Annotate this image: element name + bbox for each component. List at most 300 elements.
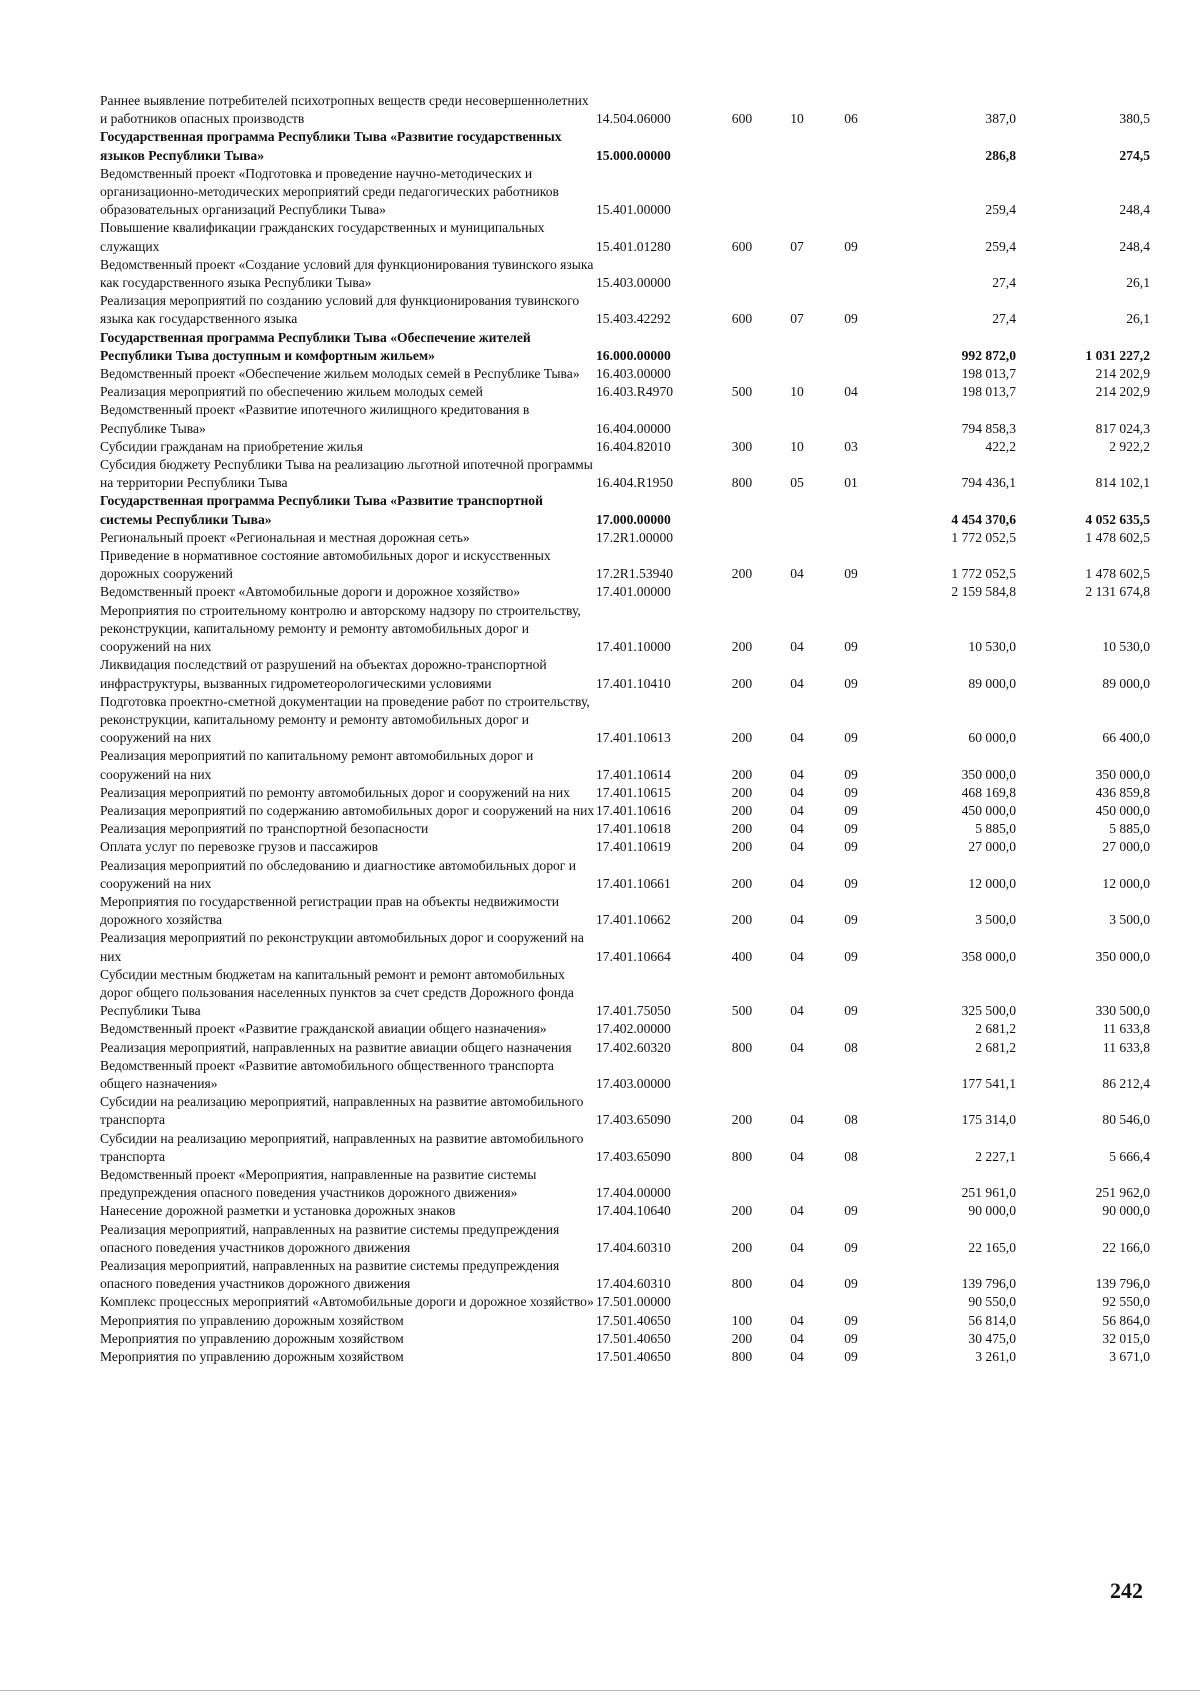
row-amount-year2: 27 000,0 — [1102, 839, 1150, 855]
row-code: 17.2R1.00000 — [596, 529, 674, 545]
row-subsection: 09 — [844, 1003, 858, 1019]
row-amount-year2: 26,1 — [1126, 275, 1150, 291]
row-subsection: 09 — [844, 639, 858, 655]
row-amount-year2: 56 864,0 — [1102, 1312, 1150, 1328]
row-section: 04 — [790, 1039, 804, 1055]
row-name: Повышение квалификации гражданских государственных и муниципальных служащих — [100, 220, 545, 254]
row-amount-year1: 198 013,7 — [961, 384, 1016, 400]
row-name: Ведомственный проект «Обеспечение жильем молодых семей в Республике Тыва» — [100, 366, 580, 382]
row-subsection — [824, 583, 878, 601]
row-amount-year1: 468 169,8 — [961, 784, 1016, 800]
row-section — [770, 1057, 824, 1093]
table-row — [100, 256, 1150, 292]
table-row — [100, 529, 1150, 547]
row-name: Мероприятия по управлению дорожным хозяйством — [100, 1330, 404, 1346]
row-code: 17.401.10664 — [596, 948, 671, 964]
row-name: Комплекс процессных мероприятий «Автомобильные дороги и дорожное хозяйство» — [100, 1294, 594, 1310]
row-expense-type: 200 — [731, 875, 753, 891]
row-subsection: 09 — [844, 821, 858, 837]
row-section — [770, 1020, 824, 1038]
row-subsection: 09 — [844, 675, 858, 691]
row-expense-type: 600 — [731, 111, 753, 127]
row-name: Реализация мероприятий по ремонту автомобильных дорог и сооружений на них — [100, 784, 570, 800]
table-row — [100, 802, 1150, 820]
row-amount-year2: 380,5 — [1119, 111, 1150, 127]
row-name: Мероприятия по строительному контролю и авторскому надзору по строительству, реконструкции, капитальному ремонту и ремонту автомобильных дорог и сооружений на них — [100, 602, 581, 655]
row-expense-type: 200 — [731, 802, 753, 818]
row-amount-year2: 274,5 — [1119, 147, 1150, 163]
row-amount-year2: 139 796,0 — [1095, 1276, 1150, 1292]
table-row — [100, 893, 1150, 929]
row-subsection: 03 — [844, 438, 858, 454]
row-code: 16.404.R1950 — [596, 475, 674, 491]
row-amount-year2: 66 400,0 — [1102, 730, 1150, 746]
row-subsection — [824, 329, 878, 365]
row-amount-year2: 1 478 602,5 — [1085, 529, 1150, 545]
row-amount-year1: 358 000,0 — [961, 948, 1016, 964]
table-row — [100, 219, 1150, 255]
table-row — [100, 1020, 1150, 1038]
row-code: 17.404.00000 — [596, 1185, 671, 1201]
row-expense-type: 500 — [731, 384, 753, 400]
row-section: 04 — [790, 675, 804, 691]
row-amount-year1: 198 013,7 — [961, 366, 1016, 382]
table-row — [100, 1166, 1150, 1202]
row-expense-type: 300 — [731, 438, 753, 454]
row-amount-year2: 214 202,9 — [1095, 366, 1150, 382]
row-subsection: 09 — [844, 1239, 858, 1255]
row-subsection: 09 — [844, 948, 858, 964]
row-name: Ведомственный проект «Развитие автомобильного общественного транспорта общего назначения» — [100, 1057, 554, 1091]
table-row — [100, 1057, 1150, 1093]
bottom-rule — [0, 1690, 1200, 1691]
row-amount-year2: 436 859,8 — [1095, 784, 1150, 800]
row-subsection: 09 — [844, 730, 858, 746]
table-row — [100, 1093, 1150, 1129]
row-expense-type: 200 — [731, 1112, 753, 1128]
row-name: Реализация мероприятий по обследованию и диагностике автомобильных дорог и сооружений на них — [100, 857, 577, 891]
row-subsection: 09 — [844, 1312, 858, 1328]
row-expense-type — [714, 1057, 770, 1093]
row-amount-year1: 3 500,0 — [975, 912, 1016, 928]
row-expense-type: 200 — [731, 639, 753, 655]
row-name: Нанесение дорожной разметки и установка дорожных знаков — [100, 1203, 456, 1219]
row-expense-type — [714, 492, 770, 528]
table-row — [100, 401, 1150, 437]
row-amount-year1: 177 541,1 — [961, 1075, 1016, 1091]
row-subsection: 08 — [844, 1039, 858, 1055]
row-amount-year2: 3 500,0 — [1109, 912, 1150, 928]
row-expense-type: 400 — [731, 948, 753, 964]
row-name: Субсидия бюджету Республики Тыва на реализацию льготной ипотечной программы на территории Республики Тыва — [100, 457, 593, 491]
row-subsection: 09 — [844, 784, 858, 800]
row-amount-year1: 251 961,0 — [961, 1185, 1016, 1201]
row-amount-year1: 4 454 370,6 — [951, 511, 1016, 527]
row-section: 04 — [790, 1239, 804, 1255]
row-section: 04 — [790, 566, 804, 582]
row-subsection — [824, 1020, 878, 1038]
row-expense-type: 200 — [731, 784, 753, 800]
row-section: 04 — [790, 839, 804, 855]
row-amount-year1: 387,0 — [985, 111, 1016, 127]
row-code: 17.402.60320 — [596, 1039, 671, 1055]
table-row — [100, 547, 1150, 583]
table-row — [100, 1130, 1150, 1166]
row-amount-year1: 422,2 — [985, 438, 1016, 454]
row-section — [770, 1293, 824, 1311]
row-amount-year2: 4 052 635,5 — [1085, 511, 1150, 527]
row-section: 04 — [790, 639, 804, 655]
row-amount-year2: 248,4 — [1119, 202, 1150, 218]
row-amount-year2: 22 166,0 — [1102, 1239, 1150, 1255]
row-expense-type — [714, 401, 770, 437]
row-subsection — [824, 401, 878, 437]
row-expense-type: 800 — [731, 1276, 753, 1292]
row-subsection: 08 — [844, 1148, 858, 1164]
row-amount-year2: 2 922,2 — [1109, 438, 1150, 454]
row-amount-year1: 325 500,0 — [961, 1003, 1016, 1019]
row-section: 04 — [790, 802, 804, 818]
row-amount-year2: 330 500,0 — [1095, 1003, 1150, 1019]
row-subsection: 04 — [844, 384, 858, 400]
row-section: 07 — [790, 238, 804, 254]
row-amount-year2: 92 550,0 — [1102, 1294, 1150, 1310]
table-row — [100, 128, 1150, 164]
row-code: 17.2R1.53940 — [596, 566, 674, 582]
row-code: 17.404.60310 — [596, 1276, 671, 1292]
table-row — [100, 92, 1150, 128]
row-expense-type: 200 — [731, 839, 753, 855]
row-name: Реализация мероприятий по капитальному ремонт автомобильных дорог и сооружений на них — [100, 748, 534, 782]
table-row — [100, 857, 1150, 893]
row-amount-year1: 286,8 — [985, 147, 1016, 163]
row-subsection — [824, 256, 878, 292]
row-name: Ведомственный проект «Автомобильные дороги и дорожное хозяйство» — [100, 584, 521, 600]
row-section — [770, 1166, 824, 1202]
row-code: 17.401.10619 — [596, 839, 671, 855]
row-amount-year1: 450 000,0 — [961, 802, 1016, 818]
row-expense-type: 200 — [731, 821, 753, 837]
row-section: 04 — [790, 1003, 804, 1019]
row-name: Реализация мероприятий по транспортной безопасности — [100, 821, 429, 837]
row-subsection: 08 — [844, 1112, 858, 1128]
row-section: 04 — [790, 875, 804, 891]
row-code: 17.401.10618 — [596, 821, 671, 837]
row-amount-year2: 817 024,3 — [1095, 420, 1150, 436]
row-name: Субсидии гражданам на приобретение жилья — [100, 438, 363, 454]
row-amount-year1: 2 227,1 — [975, 1148, 1016, 1164]
row-section: 04 — [790, 912, 804, 928]
row-amount-year2: 450 000,0 — [1095, 802, 1150, 818]
row-subsection — [824, 529, 878, 547]
row-subsection: 09 — [844, 566, 858, 582]
row-code: 17.501.00000 — [596, 1294, 671, 1310]
row-amount-year1: 2 681,2 — [975, 1021, 1016, 1037]
row-section — [770, 365, 824, 383]
row-name: Реализация мероприятий по созданию условий для функционирования тувинского языка как государственного языка — [100, 293, 580, 327]
row-code: 17.403.65090 — [596, 1148, 671, 1164]
budget-table — [100, 92, 1150, 1366]
row-subsection: 09 — [844, 802, 858, 818]
table-row — [100, 1312, 1150, 1330]
row-amount-year1: 1 772 052,5 — [951, 529, 1016, 545]
table-row — [100, 583, 1150, 601]
page-number: 242 — [1110, 1578, 1143, 1603]
row-name: Мероприятия по государственной регистрации прав на объекты недвижимости дорожного хозяйства — [100, 893, 559, 928]
row-expense-type: 600 — [731, 238, 753, 254]
row-section — [770, 401, 824, 437]
row-amount-year2: 5 666,4 — [1109, 1148, 1150, 1164]
row-section: 10 — [790, 438, 804, 454]
table-row — [100, 1257, 1150, 1293]
row-code: 16.404.00000 — [596, 420, 671, 436]
row-expense-type — [714, 128, 770, 164]
row-amount-year1: 259,4 — [985, 238, 1016, 254]
row-subsection — [824, 492, 878, 528]
row-code: 15.403.42292 — [596, 311, 671, 327]
row-expense-type: 800 — [731, 1349, 753, 1365]
row-name: Региональный проект «Региональная и местная дорожная сеть» — [100, 529, 470, 545]
table-row — [100, 492, 1150, 528]
row-section: 04 — [790, 821, 804, 837]
row-amount-year2: 10 530,0 — [1102, 639, 1150, 655]
row-name: Ликвидация последствий от разрушений на объектах дорожно-транспортной инфраструктуры, вызванных гидрометеорологическими условиями — [100, 657, 547, 691]
table-row — [100, 966, 1150, 1021]
row-subsection — [824, 165, 878, 220]
row-expense-type: 800 — [731, 475, 753, 491]
table-row — [100, 820, 1150, 838]
row-section: 04 — [790, 1148, 804, 1164]
row-amount-year2: 3 671,0 — [1109, 1349, 1150, 1365]
table-row — [100, 693, 1150, 748]
table-row — [100, 438, 1150, 456]
row-name: Мероприятия по управлению дорожным хозяйством — [100, 1312, 404, 1328]
row-amount-year1: 1 772 052,5 — [951, 566, 1016, 582]
row-expense-type: 100 — [731, 1312, 753, 1328]
row-expense-type: 200 — [731, 730, 753, 746]
row-amount-year1: 794 436,1 — [961, 475, 1016, 491]
table-row — [100, 1039, 1150, 1057]
row-amount-year2: 814 102,1 — [1095, 475, 1150, 491]
row-amount-year1: 22 165,0 — [968, 1239, 1016, 1255]
table-row — [100, 1330, 1150, 1348]
row-code: 17.501.40650 — [596, 1330, 671, 1346]
row-expense-type — [714, 583, 770, 601]
row-amount-year1: 12 000,0 — [968, 875, 1016, 891]
row-code: 17.000.00000 — [596, 511, 671, 527]
row-section — [770, 329, 824, 365]
row-amount-year1: 3 261,0 — [975, 1349, 1016, 1365]
row-code: 17.402.00000 — [596, 1021, 671, 1037]
row-subsection: 09 — [844, 839, 858, 855]
table-row — [100, 1221, 1150, 1257]
row-subsection: 01 — [844, 475, 858, 491]
row-name: Реализация мероприятий по содержанию автомобильных дорог и сооружений на них — [100, 802, 595, 818]
row-expense-type: 200 — [731, 1203, 753, 1219]
row-code: 15.403.00000 — [596, 275, 671, 291]
table-row — [100, 656, 1150, 692]
row-code: 15.401.01280 — [596, 238, 671, 254]
row-subsection: 09 — [844, 912, 858, 928]
row-amount-year1: 794 858,3 — [961, 420, 1016, 436]
row-code: 14.504.06000 — [596, 111, 671, 127]
row-amount-year2: 214 202,9 — [1095, 384, 1150, 400]
row-expense-type: 200 — [731, 1330, 753, 1346]
row-section — [770, 583, 824, 601]
row-code: 17.501.40650 — [596, 1312, 671, 1328]
table-row — [100, 292, 1150, 328]
row-section — [770, 492, 824, 528]
row-section: 10 — [790, 384, 804, 400]
row-section: 05 — [790, 475, 804, 491]
table-row — [100, 165, 1150, 220]
row-code: 17.401.10000 — [596, 639, 671, 655]
table-row — [100, 747, 1150, 783]
table-row — [100, 784, 1150, 802]
row-amount-year2: 5 885,0 — [1109, 821, 1150, 837]
row-name: Подготовка проектно-сметной документации на проведение работ по строительству, реконструкции, капитальному ремонту и ремонту автомобильных дорог и сооружений на них — [100, 693, 590, 746]
row-section — [770, 256, 824, 292]
row-name: Субсидии на реализацию мероприятий, направленных на развитие автомобильного транспорта — [100, 1094, 584, 1128]
row-expense-type: 600 — [731, 311, 753, 327]
row-amount-year2: 2 131 674,8 — [1085, 584, 1150, 600]
row-subsection: 09 — [844, 1349, 858, 1365]
row-name: Реализация мероприятий по обеспечению жильем молодых семей — [100, 384, 483, 400]
row-name: Реализация мероприятий по реконструкции автомобильных дорог и сооружений на них — [100, 930, 584, 964]
row-code: 17.401.10410 — [596, 675, 671, 691]
row-code: 17.401.10615 — [596, 784, 671, 800]
row-expense-type — [714, 529, 770, 547]
row-amount-year2: 11 633,8 — [1102, 1021, 1150, 1037]
row-amount-year1: 30 475,0 — [968, 1330, 1016, 1346]
row-code: 17.401.00000 — [596, 584, 671, 600]
row-section: 04 — [790, 1203, 804, 1219]
row-name: Реализация мероприятий, направленных на развитие системы предупреждения опасного поведения участников дорожного движения — [100, 1221, 560, 1255]
row-name: Ведомственный проект «Развитие ипотечного жилищного кредитования в Республике Тыва» — [100, 402, 530, 436]
row-expense-type: 200 — [731, 912, 753, 928]
row-expense-type: 800 — [731, 1148, 753, 1164]
table-row — [100, 365, 1150, 383]
row-code: 17.401.10661 — [596, 875, 671, 891]
row-section: 04 — [790, 1312, 804, 1328]
row-section: 04 — [790, 1112, 804, 1128]
row-amount-year1: 60 000,0 — [968, 730, 1016, 746]
row-amount-year2: 251 962,0 — [1095, 1185, 1150, 1201]
row-amount-year1: 27,4 — [992, 311, 1016, 327]
row-amount-year2: 90 000,0 — [1102, 1203, 1150, 1219]
row-name: Реализация мероприятий, направленных на развитие системы предупреждения опасного поведения участников дорожного движения — [100, 1258, 560, 1292]
row-section — [770, 165, 824, 220]
row-code: 17.404.60310 — [596, 1239, 671, 1255]
row-amount-year2: 248,4 — [1119, 238, 1150, 254]
row-expense-type — [714, 329, 770, 365]
row-subsection: 09 — [844, 311, 858, 327]
table-row — [100, 1348, 1150, 1366]
row-expense-type: 200 — [731, 675, 753, 691]
row-expense-type — [714, 165, 770, 220]
row-amount-year2: 11 633,8 — [1102, 1039, 1150, 1055]
row-name: Ведомственный проект «Развитие гражданской авиации общего назначения» — [100, 1021, 547, 1037]
row-name: Оплата услуг по перевозке грузов и пассажиров — [100, 839, 379, 855]
row-code: 17.401.10662 — [596, 912, 671, 928]
row-amount-year1: 89 000,0 — [968, 675, 1016, 691]
row-expense-type — [714, 1020, 770, 1038]
row-subsection: 09 — [844, 1203, 858, 1219]
row-amount-year1: 56 814,0 — [968, 1312, 1016, 1328]
row-amount-year1: 5 885,0 — [975, 821, 1016, 837]
row-name: Государственная программа Республики Тыва «Развитие государственных языков Республики Тыва» — [100, 129, 562, 163]
row-section: 10 — [790, 111, 804, 127]
row-subsection — [824, 1166, 878, 1202]
row-code: 17.401.75050 — [596, 1003, 671, 1019]
row-name: Ведомственный проект «Подготовка и проведение научно-методических и организационно-методических мероприятий среди педагогических работников образовательных организаций Республики Тыва» — [100, 165, 559, 218]
table-row — [100, 1293, 1150, 1311]
row-amount-year1: 2 159 584,8 — [951, 584, 1016, 600]
table-row — [100, 602, 1150, 657]
row-amount-year1: 992 872,0 — [961, 347, 1016, 363]
row-section: 04 — [790, 730, 804, 746]
row-section: 04 — [790, 1349, 804, 1365]
table-row — [100, 383, 1150, 401]
row-amount-year1: 175 314,0 — [961, 1112, 1016, 1128]
row-name: Приведение в нормативное состояние автомобильных дорог и искусственных дорожных сооружений — [100, 548, 551, 582]
row-section: 04 — [790, 784, 804, 800]
row-subsection — [824, 128, 878, 164]
row-amount-year1: 2 681,2 — [975, 1039, 1016, 1055]
row-section — [770, 128, 824, 164]
row-code: 16.000.00000 — [596, 347, 671, 363]
row-name: Реализация мероприятий, направленных на развитие авиации общего назначения — [100, 1039, 572, 1055]
row-name: Субсидии местным бюджетам на капитальный ремонт и ремонт автомобильных дорог общего пользования населенных пунктов за счет средств Дорожного фонда Республики Тыва — [100, 966, 574, 1019]
row-name: Субсидии на реализацию мероприятий, направленных на развитие автомобильного транспорта — [100, 1130, 584, 1164]
row-name: Мероприятия по управлению дорожным хозяйством — [100, 1349, 404, 1365]
table-row — [100, 1202, 1150, 1220]
row-code: 15.000.00000 — [596, 147, 671, 163]
row-subsection — [824, 1057, 878, 1093]
row-subsection — [824, 1293, 878, 1311]
table-row — [100, 838, 1150, 856]
row-name: Государственная программа Республики Тыва «Обеспечение жителей Республики Тыва доступным и комфортным жильем» — [100, 329, 531, 363]
row-amount-year2: 26,1 — [1126, 311, 1150, 327]
row-expense-type: 200 — [731, 566, 753, 582]
row-section: 04 — [790, 1276, 804, 1292]
row-code: 17.403.00000 — [596, 1075, 671, 1091]
row-expense-type — [714, 1166, 770, 1202]
row-subsection: 06 — [844, 111, 858, 127]
row-subsection — [824, 365, 878, 383]
table-row — [100, 929, 1150, 965]
row-name: Раннее выявление потребителей психотропных веществ среди несовершеннолетних и работников опасных производств — [100, 93, 589, 127]
row-code: 16.403.00000 — [596, 366, 671, 382]
row-amount-year2: 12 000,0 — [1102, 875, 1150, 891]
row-amount-year1: 10 530,0 — [968, 639, 1016, 655]
row-section: 07 — [790, 311, 804, 327]
row-name: Ведомственный проект «Создание условий для функционирования тувинского языка как государственного языка Республики Тыва» — [100, 256, 594, 291]
row-subsection: 09 — [844, 1276, 858, 1292]
row-subsection: 09 — [844, 875, 858, 891]
row-code: 16.403.R4970 — [596, 384, 674, 400]
row-code: 17.401.10616 — [596, 802, 671, 818]
row-amount-year1: 27 000,0 — [968, 839, 1016, 855]
row-expense-type — [714, 365, 770, 383]
row-code: 17.404.10640 — [596, 1203, 671, 1219]
row-code: 17.401.10613 — [596, 730, 671, 746]
row-amount-year2: 86 212,4 — [1102, 1075, 1150, 1091]
row-code: 17.403.65090 — [596, 1112, 671, 1128]
row-section: 04 — [790, 1330, 804, 1346]
row-expense-type — [714, 1293, 770, 1311]
row-amount-year2: 32 015,0 — [1102, 1330, 1150, 1346]
